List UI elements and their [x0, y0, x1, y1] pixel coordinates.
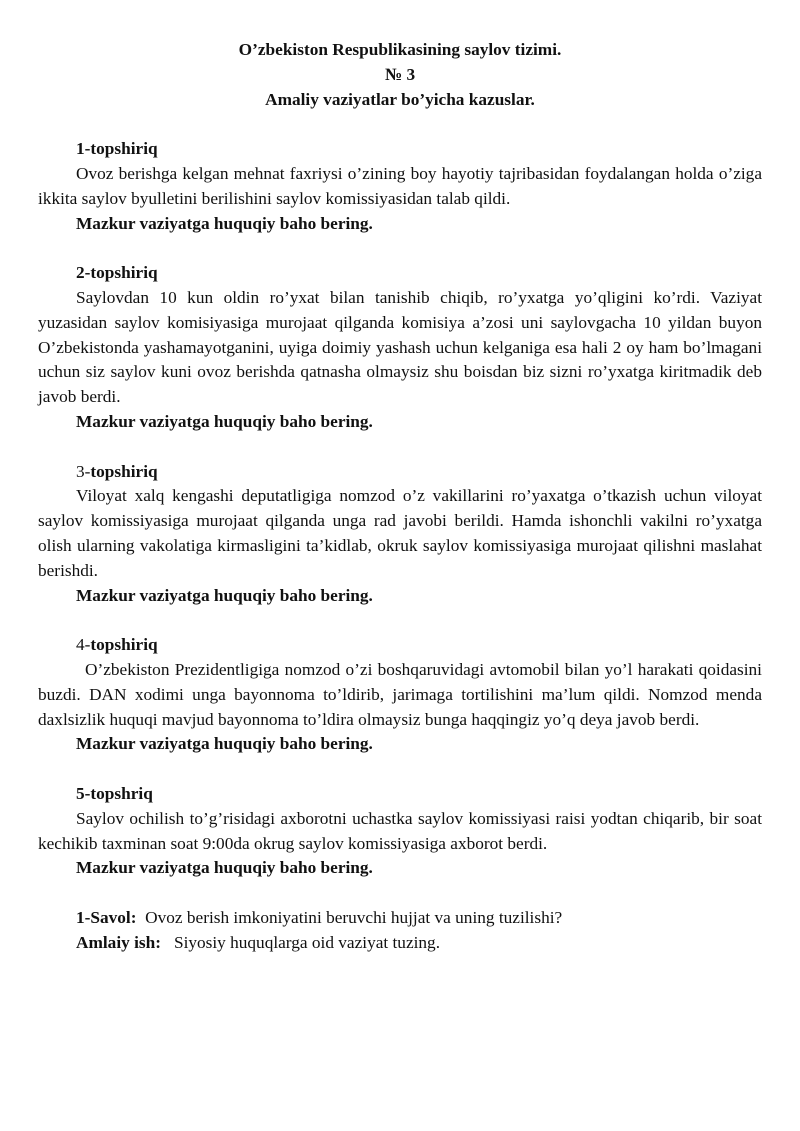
question-section [38, 906, 762, 956]
task-heading-word: topshiriq [90, 635, 158, 655]
task-text: Saylov ochilish to’g’risidagi axborotni uchastka saylov komissiyasi raisi yodtan chiqarib, bir soat kechikib taxminan soat 9:00da okrug saylov komissiyasiga axborot berdi. [38, 808, 762, 853]
task-heading [38, 137, 762, 162]
task-text: O’zbekiston Prezidentligiga nomzod o’zi boshqaruvidagi avtomobil bilan yo’l harakati qoidasini buzdi. DAN xodimi unga bayonnoma to’ldirib, jarimaga tortilishini ma’lum qildi. Nomzod menda daxlsizlik huquqi mavjud bayonnoma to’ldira olmaysiz bunga haqqingiz yo’q deya javob berdi. [38, 659, 762, 729]
task-3 [38, 460, 762, 609]
practical-label: Amlaiy ish: [76, 932, 161, 952]
document-subtitle: Amaliy vaziyatlar bo’yicha kazuslar. [265, 89, 535, 109]
task-heading [38, 782, 762, 807]
question-text: Ovoz berish imkoniyatini beruvchi hujjat va uning tuzilishi? [145, 907, 563, 927]
practical-text: Siyosiy huquqlarga oid vaziyat tuzing. [173, 932, 441, 952]
task-heading-number: 4- [76, 635, 91, 655]
task-4 [38, 633, 762, 757]
task-heading-number: 3- [76, 461, 91, 481]
task-1 [38, 137, 762, 236]
task-assessment: Mazkur vaziyatga huquqiy baho bering. [76, 411, 373, 431]
task-text: Saylovdan 10 kun oldin ro’yxat bilan tanishib chiqib, ro’yxatga yo’qligini ko’rdi. Vaziyat yuzasidan saylov komisiyasiga murojaat qilganda komisiya a’zosi uni saylovgacha 10 yildan buyon O’zbekistonda yashamayotganini, uyiga doimiy yashash uchun kelganiga esa hali 2 oy ham bo’lmagani uchun siz saylov kuni ovoz berishda qatnasha olmaysiz shu boisdan biz sizni ro’yxatga kiritmadik deb javob berdi. [38, 287, 762, 407]
question-label: 1-Savol: [76, 907, 137, 927]
document-number: № 3 [384, 64, 416, 84]
question-line [38, 906, 762, 931]
document-page [38, 38, 762, 955]
task-text: Viloyat xalq kengashi deputatligiga nomzod o’z vakillarini ro’yaxatga o’tkazish uchun viloyat saylov komissiyasiga murojaat qilganda unga rad javobi berildi. Hamda ishonchli vakilni ro’yxatga olish ularning vakolatiga kirmasligini ta’kidlab, okruk saylov komissiyasiga murojaat qilishni maslahat berishdi. [38, 486, 762, 580]
document-header [38, 38, 762, 112]
practical-line [38, 931, 762, 956]
document-title: O’zbekiston Respublikasining saylov tizimi. [238, 40, 562, 59]
task-heading-word: topshiriq [90, 263, 158, 283]
task-heading-word: topshiriq [90, 461, 158, 481]
task-assessment: Mazkur vaziyatga huquqiy baho bering. [76, 213, 373, 233]
task-assessment: Mazkur vaziyatga huquqiy baho bering. [76, 858, 373, 878]
task-heading-number: 2- [76, 263, 91, 283]
task-text: Ovoz berishga kelgan mehnat faxriysi o’zining boy hayotiy tajribasidan foydalangan holda o’ziga ikkita saylov byulletini berilishini saylov komissiyasidan talab qildi. [38, 163, 762, 208]
task-heading [38, 633, 762, 658]
task-assessment: Mazkur vaziyatga huquqiy baho bering. [76, 734, 373, 754]
task-heading-number: 1- [76, 139, 91, 159]
task-heading [38, 460, 762, 485]
task-heading [38, 261, 762, 286]
task-heading-word: topshiriq [90, 139, 158, 159]
task-2 [38, 261, 762, 435]
task-5 [38, 782, 762, 881]
task-assessment: Mazkur vaziyatga huquqiy baho bering. [76, 585, 373, 605]
task-heading-number: 5- [76, 783, 91, 803]
task-heading-word: topshriq [90, 783, 153, 803]
